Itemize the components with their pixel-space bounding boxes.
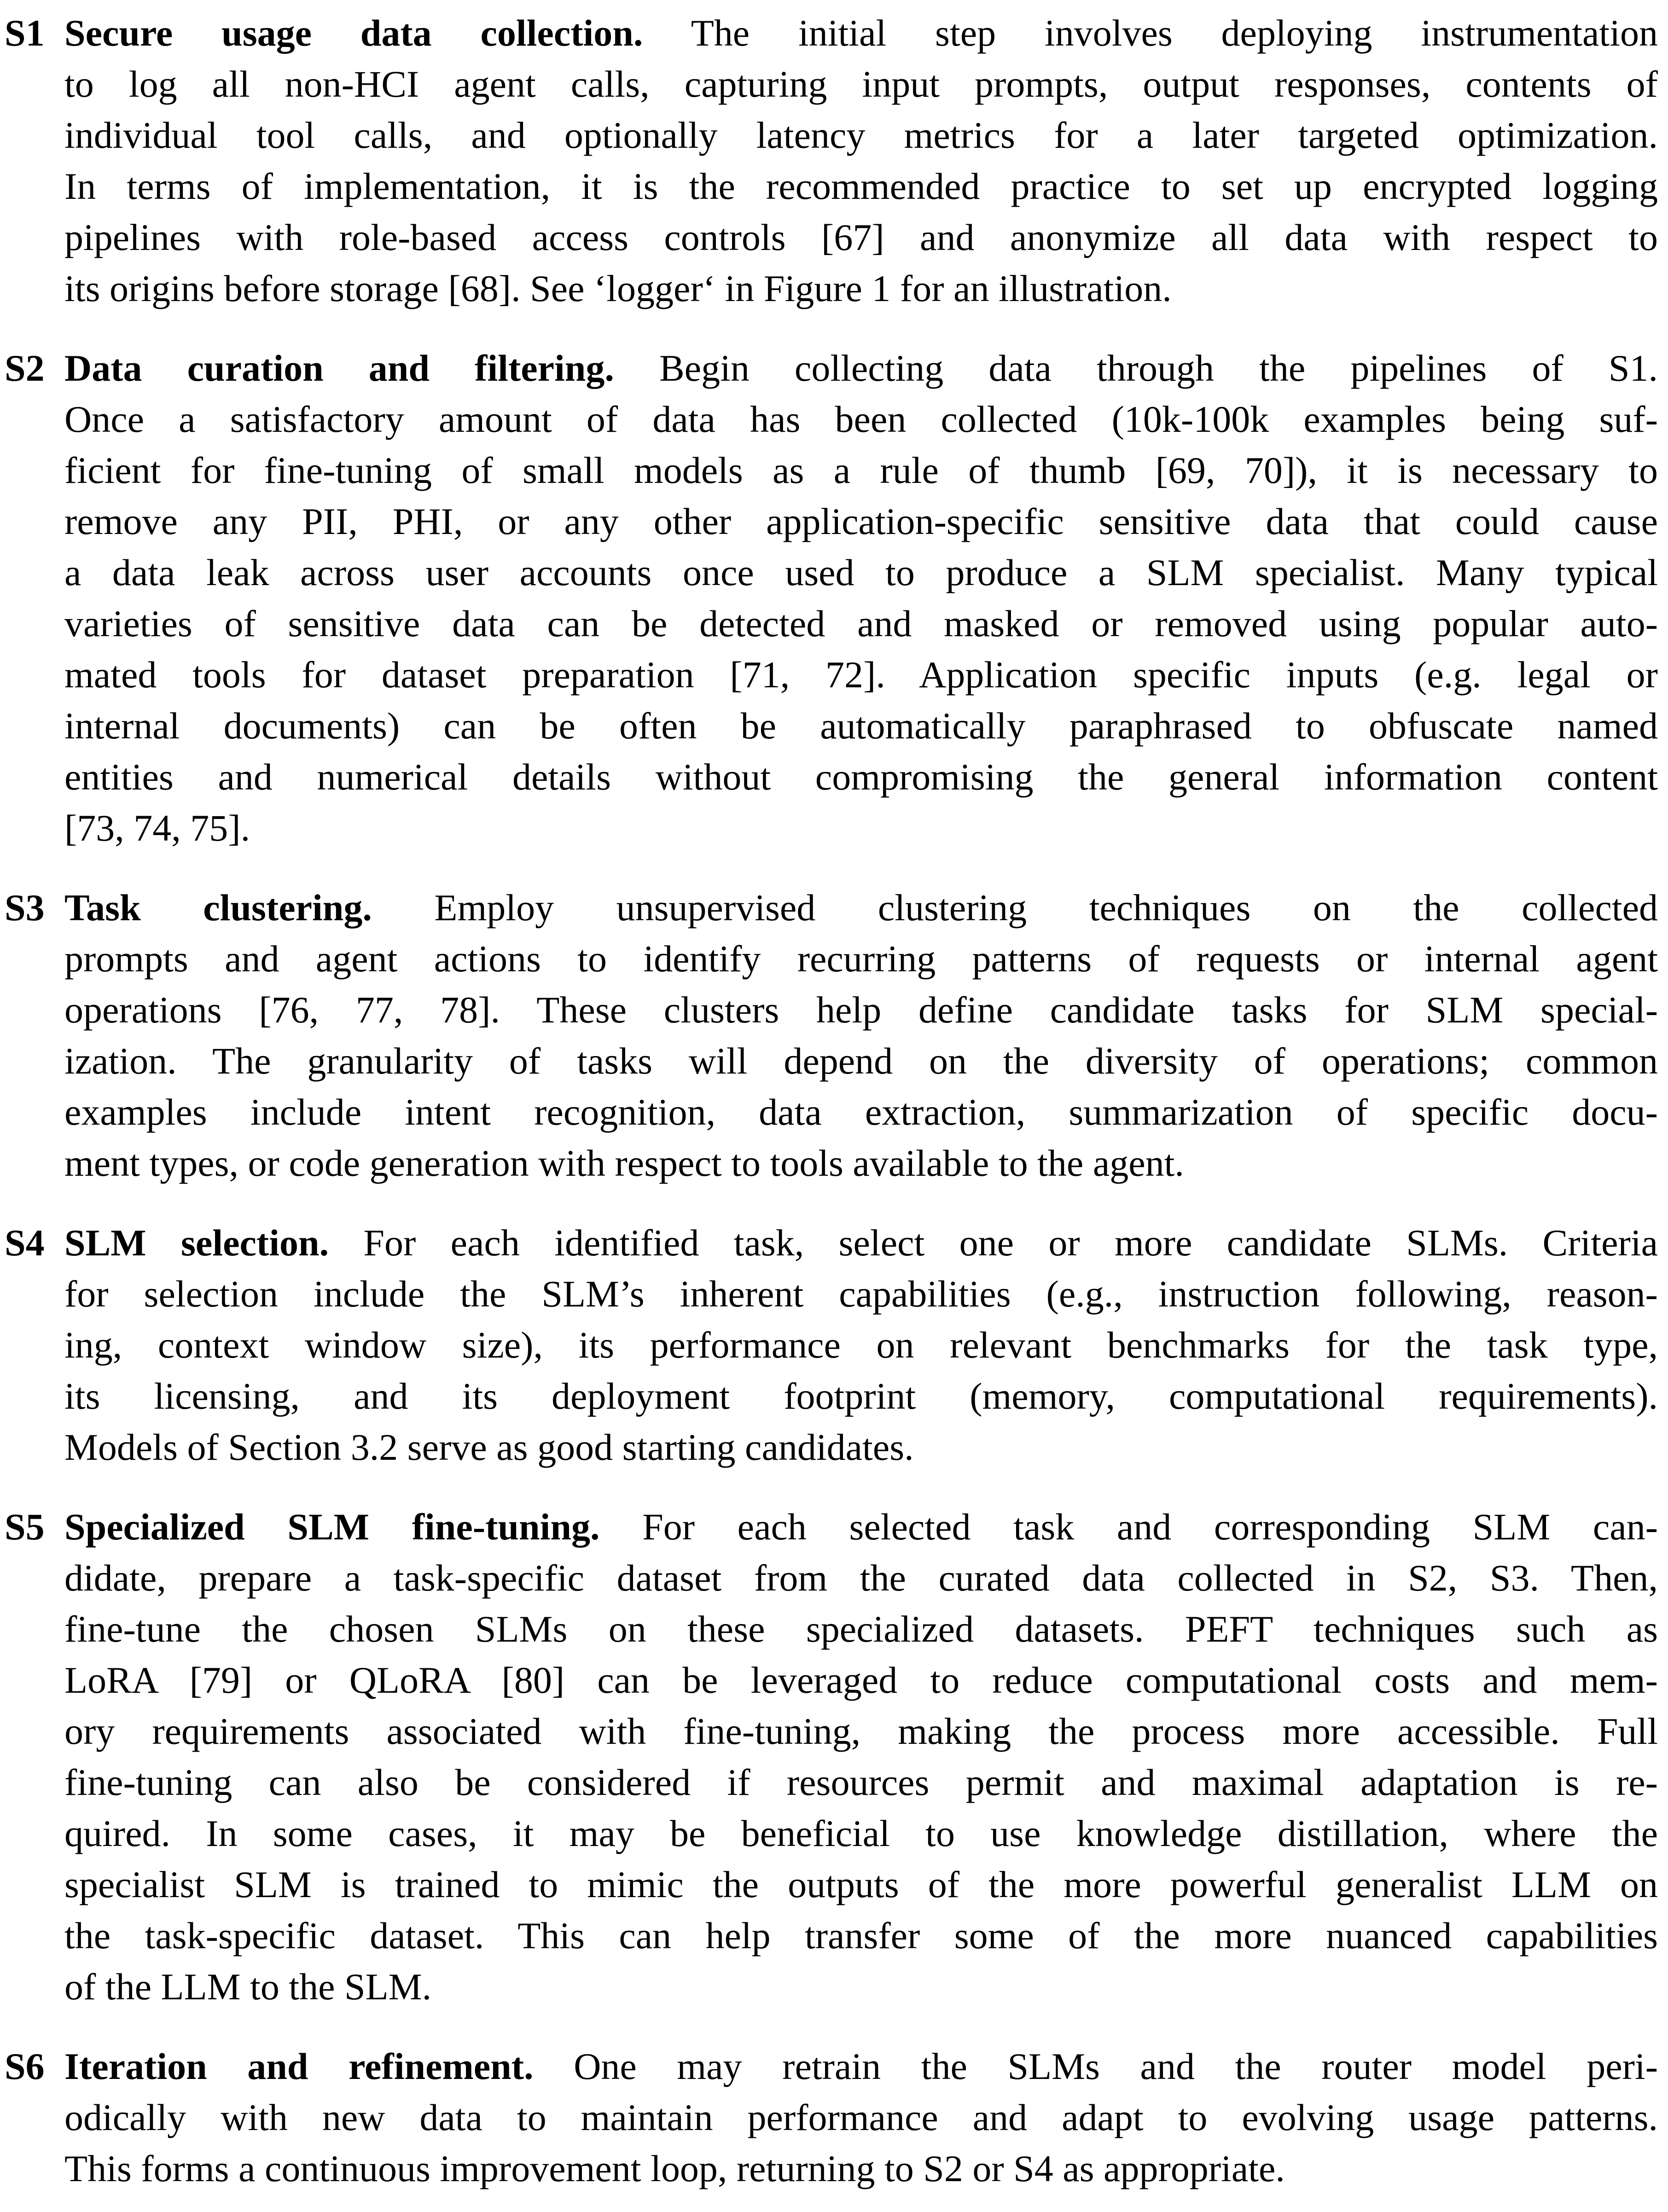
item-line: ory requirements associated with fine-tuning, making the process more accessible. Full: [64, 1710, 1658, 1752]
item-line: LoRA [79] or QLoRA [80] can be leveraged to reduce computational costs and mem-: [64, 1659, 1658, 1701]
item-line: to log all non-HCI agent calls, capturing input prompts, output responses, contents of: [64, 63, 1658, 105]
item-line: [64, 1217, 1658, 1268]
item-content: [64, 7, 1658, 314]
item-line: [64, 882, 1658, 933]
item-label: S3: [5, 887, 45, 929]
item-label: S4: [5, 1222, 45, 1264]
item-line: mated tools for dataset preparation [71, 72]. Application specific inputs (e.g. legal or: [64, 654, 1658, 696]
item-line: operations [76, 77, 78]. These clusters help define candidate tasks for SLM special-: [64, 989, 1658, 1031]
item-line: internal documents) can be often be automatically paraphrased to obfuscate named: [64, 705, 1658, 747]
item-line: examples include intent recognition, data extraction, summarization of specific docu-: [64, 1091, 1658, 1133]
item-line: remove any PII, PHI, or any other application-specific sensitive data that could cause: [64, 500, 1658, 542]
item-line: ficient for fine-tuning of small models as a rule of thumb [69, 70]), it is necessary to: [64, 449, 1658, 491]
item-line: prompts and agent actions to identify recurring patterns of requests or internal agent: [64, 938, 1658, 980]
item-label: S6: [5, 2045, 45, 2087]
list-item-s4: [5, 1217, 1658, 1473]
item-line: didate, prepare a task-specific dataset from the curated data collected in S2, S3. Then,: [64, 1557, 1658, 1599]
item-line-text: Begin collecting data through the pipelines of S1.: [659, 347, 1658, 389]
item-line: varieties of sensitive data can be detected and masked or removed using popular auto-: [64, 603, 1658, 644]
item-line: its origins before storage [68]. See ‘logger‘ in Figure 1 for an illustration.: [64, 267, 1172, 309]
item-line: ment types, or code generation with respect to tools available to the agent.: [64, 1142, 1184, 1184]
item-line: Once a satisfactory amount of data has been collected (10k-100k examples being suf-: [64, 398, 1658, 440]
item-line-text: One may retrain the SLMs and the router model peri-: [574, 2045, 1658, 2087]
item-line-text: The initial step involves deploying instrumentation: [691, 12, 1658, 54]
item-line: fine-tune the chosen SLMs on these specialized datasets. PEFT techniques such as: [64, 1608, 1658, 1650]
item-content: [64, 2041, 1658, 2194]
list-item-s1: [5, 7, 1658, 314]
item-line-text: For each identified task, select one or more candidate SLMs. Criteria: [363, 1222, 1658, 1264]
item-line: its licensing, and its deployment footprint (memory, computational requirements).: [64, 1375, 1658, 1417]
item-heading: Iteration and refinement.: [64, 2045, 534, 2087]
item-line: fine-tuning can also be considered if resources permit and maximal adaptation is re-: [64, 1761, 1658, 1803]
item-line: individual tool calls, and optionally latency metrics for a later targeted optimization.: [64, 114, 1658, 156]
item-content: [64, 1217, 1658, 1473]
item-heading: Specialized SLM fine-tuning.: [64, 1506, 600, 1548]
item-line: quired. In some cases, it may be beneficial to use knowledge distillation, where the: [64, 1812, 1658, 1854]
item-line: In terms of implementation, it is the recommended practice to set up encrypted logging: [64, 165, 1658, 207]
item-line-text: Employ unsupervised clustering techniques on the collected: [434, 887, 1658, 929]
item-line: entities and numerical details without compromising the general information content: [64, 756, 1658, 798]
list-item-s2: [5, 343, 1658, 853]
item-line: [64, 343, 1658, 394]
list-item-s3: [5, 882, 1658, 1189]
item-heading: Secure usage data collection.: [64, 12, 643, 54]
item-content: [64, 1501, 1658, 2012]
item-line-text: For each selected task and corresponding SLM can-: [642, 1506, 1658, 1548]
item-line: pipelines with role-based access controls [67] and anonymize all data with respect to: [64, 216, 1658, 258]
item-line: This forms a continuous improvement loop, returning to S2 or S4 as appropriate.: [64, 2148, 1285, 2189]
item-label: S2: [5, 347, 45, 389]
item-label: S1: [5, 12, 45, 54]
item-line: [64, 1501, 1658, 1552]
item-line: [73, 74, 75].: [64, 807, 250, 849]
item-line: [64, 2041, 1658, 2092]
item-label: S5: [5, 1506, 45, 1548]
item-line: ing, context window size), its performance on relevant benchmarks for the task type,: [64, 1324, 1658, 1366]
item-heading: SLM selection.: [64, 1222, 329, 1264]
item-line: odically with new data to maintain performance and adapt to evolving usage patterns.: [64, 2096, 1658, 2138]
item-content: [64, 343, 1658, 853]
list-item-s6: [5, 2041, 1658, 2194]
item-line: [64, 7, 1658, 58]
item-content: [64, 882, 1658, 1189]
item-line: of the LLM to the SLM.: [64, 1966, 432, 2008]
item-line: Models of Section 3.2 serve as good starting candidates.: [64, 1426, 914, 1468]
list-item-s5: [5, 1501, 1658, 2012]
item-line: a data leak across user accounts once used to produce a SLM specialist. Many typical: [64, 552, 1658, 593]
item-line: specialist SLM is trained to mimic the outputs of the more powerful generalist LLM on: [64, 1864, 1658, 1905]
item-line: the task-specific dataset. This can help transfer some of the more nuanced capabilities: [64, 1915, 1658, 1957]
item-heading: Task clustering.: [64, 887, 372, 929]
item-line: ization. The granularity of tasks will depend on the diversity of operations; common: [64, 1040, 1658, 1082]
item-line: for selection include the SLM’s inherent capabilities (e.g., instruction following, reason-: [64, 1273, 1658, 1315]
item-heading: Data curation and filtering.: [64, 347, 614, 389]
